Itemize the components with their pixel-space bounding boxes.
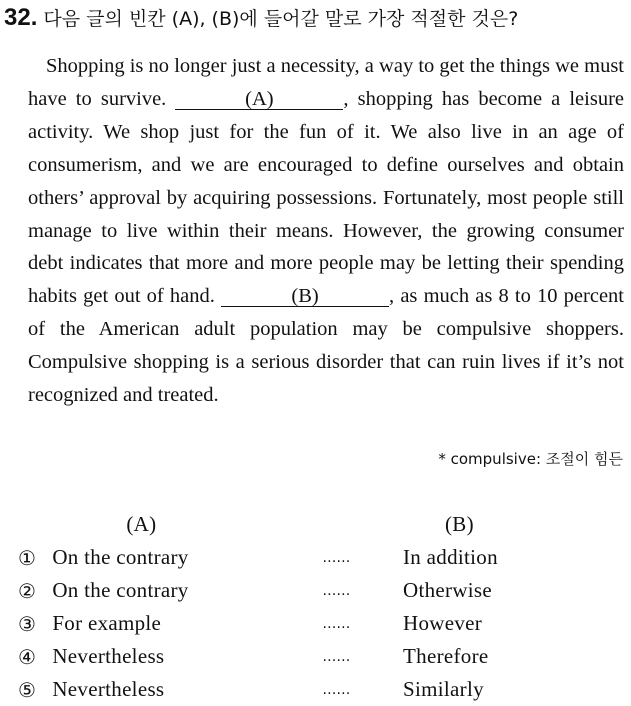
choice-dots: …… [322,648,351,665]
blank-b: (B) [221,286,389,307]
choice-mark: ② [18,578,36,603]
choice-a-text: Nevertheless [52,677,165,701]
choice-a-text: On the contrary [52,578,189,602]
answer-choices [18,508,631,706]
passage [28,50,624,412]
header-b: (B) [445,512,474,536]
choice-b-text: Therefore [403,644,489,668]
choice-mark: ④ [18,644,36,669]
passage-part-1: Shopping is no longer just a necessity, a way to get the things we must have to survive. [28,55,624,110]
choice-2[interactable] [18,574,631,607]
question-text: 다음 글의 빈칸 (A), (B)에 들어갈 말로 가장 적절한 것은? [37,8,519,30]
choice-dots: …… [322,615,351,632]
choice-5[interactable] [18,673,631,706]
passage-part-2: , shopping has become a leisure activity. We shop just for the fun of it. We also live in an age of consumerism, and we are encouraged to define ourselves and obtain others’ approval by acquiring possessions. Fortunately, most people still manage to live within their means. However, the growing consumer debt indicates that more and more people may be letting their spending habits get out of hand. [28,87,624,308]
choice-3[interactable] [18,607,631,640]
choice-b-text: However [403,611,483,635]
choice-a-text: For example [52,611,162,635]
choice-a-text: Nevertheless [52,644,165,668]
choice-mark: ③ [18,611,36,636]
choice-1[interactable] [18,541,631,574]
choice-dots: …… [322,582,351,599]
choices-header [18,508,631,541]
choice-b-text: In addition [403,545,498,569]
choice-dots: …… [322,549,351,566]
question-number: 32. [4,4,38,31]
passage-part-3: , as much as 8 to 10 percent of the American adult population may be compulsive shoppers. Compulsive shopping is a serious disorder that can ruin lives if it’s not recognized and treated. [28,285,624,407]
blank-a: (A) [175,89,343,110]
choice-b-text: Otherwise [403,578,493,602]
question-heading [4,4,626,33]
choice-4[interactable] [18,640,631,673]
passage-paragraph [28,50,624,412]
choice-dots: …… [322,681,351,698]
footnote: * compulsive: 조절이 힘든 [438,450,623,468]
choice-b-text: Similarly [403,677,484,701]
choice-a-text: On the contrary [52,545,189,569]
header-a: (A) [126,512,157,536]
choice-mark: ① [18,545,36,570]
choice-mark: ⑤ [18,677,36,702]
